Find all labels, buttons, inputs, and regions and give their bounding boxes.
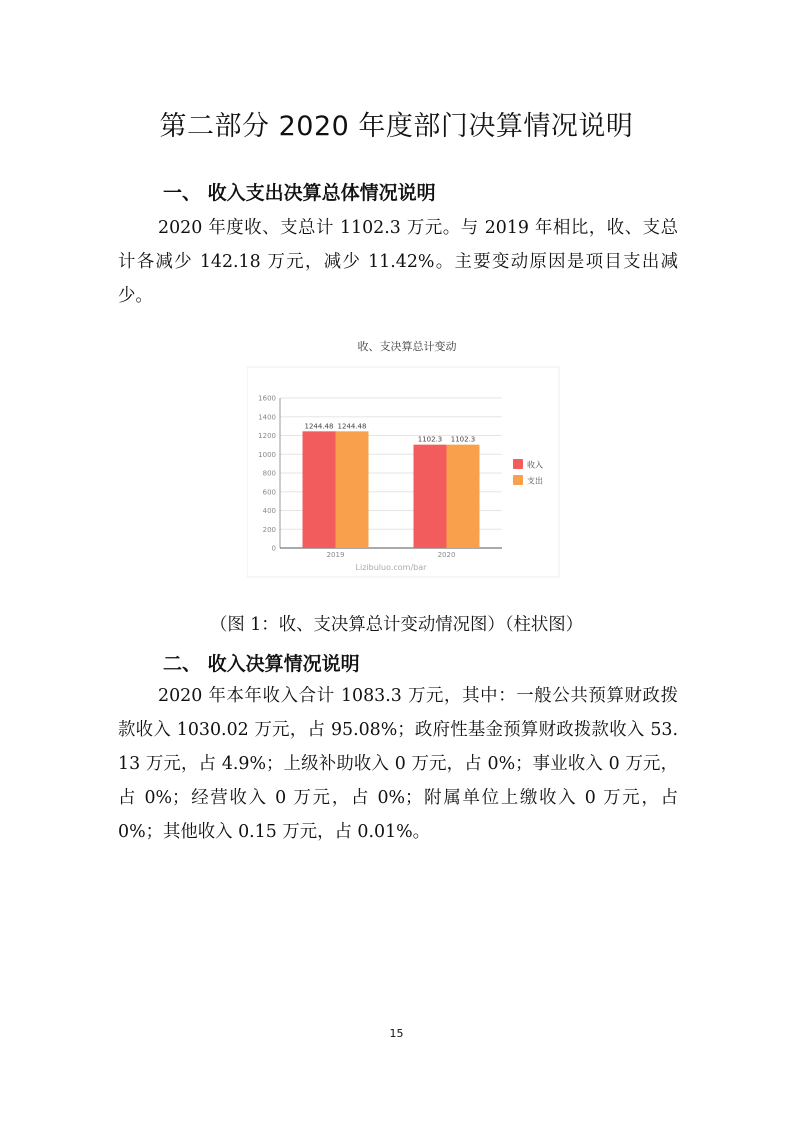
- y-tick-label: 800: [262, 469, 276, 478]
- data-label: 1102.3: [450, 435, 476, 444]
- bar-支出-2019: [336, 431, 369, 548]
- y-tick-label: 1200: [258, 432, 276, 440]
- data-label: 1102.3: [417, 435, 443, 444]
- chart-title: 收、支决算总计变动: [357, 340, 457, 353]
- legend-swatch-收入: [513, 459, 523, 469]
- bar-收入-2020: [414, 445, 447, 548]
- data-label: 1244.48: [304, 422, 334, 431]
- bar-支出-2020: [447, 445, 480, 548]
- section1-heading: 一、 收入支出决算总体情况说明: [163, 182, 436, 204]
- y-tick-label: 1400: [258, 413, 276, 422]
- y-tick-label: 0: [271, 544, 276, 553]
- chart-watermark: Lizibuluo.com/bar: [355, 563, 427, 572]
- chart-container: [247, 333, 567, 578]
- bar-chart: [247, 333, 567, 578]
- page-number: 15: [389, 1027, 404, 1040]
- y-tick-label: 1600: [258, 394, 276, 403]
- legend-label: 收入: [527, 460, 543, 470]
- figure-caption: （图 1：收、支决算总计变动情况图）（柱状图）: [209, 615, 584, 635]
- section1-paragraph: 2020 年度收、支总计 1102.3 万元。与 2019 年相比，收、支总计各减少 142.18 万元，减少 11.42%。主要变动原因是项目支出减少。: [118, 218, 678, 306]
- legend-swatch-支出: [513, 475, 523, 485]
- x-tick-label: 2020: [437, 551, 456, 559]
- page-title: 第二部分 2020 年度部门决算情况说明: [159, 111, 634, 142]
- y-tick-label: 400: [262, 507, 276, 515]
- y-tick-label: 200: [262, 525, 276, 534]
- section2-heading: 二、 收入决算情况说明: [163, 653, 360, 675]
- bar-收入-2019: [303, 431, 336, 548]
- legend-label: 支出: [527, 476, 543, 486]
- section2-paragraph: 2020 年本年收入合计 1083.3 万元，其中：一般公共预算财政拨款收入 1030.02 万元，占 95.08%；政府性基金预算财政拨款收入 53.13 万元，占 4.9%；上级补助收入 0 万元，占 0%；事业收入 0 万元，占 0%；经营收入 0 万元，占 0%；附属单位上缴收入 0 万元，占 0%；其他收入 0.15 万元，占 0.01%。: [118, 686, 678, 842]
- x-tick-label: 2019: [326, 551, 345, 559]
- data-label: 1244.48: [337, 422, 367, 431]
- y-tick-label: 600: [262, 488, 276, 497]
- y-tick-label: 1000: [258, 450, 276, 459]
